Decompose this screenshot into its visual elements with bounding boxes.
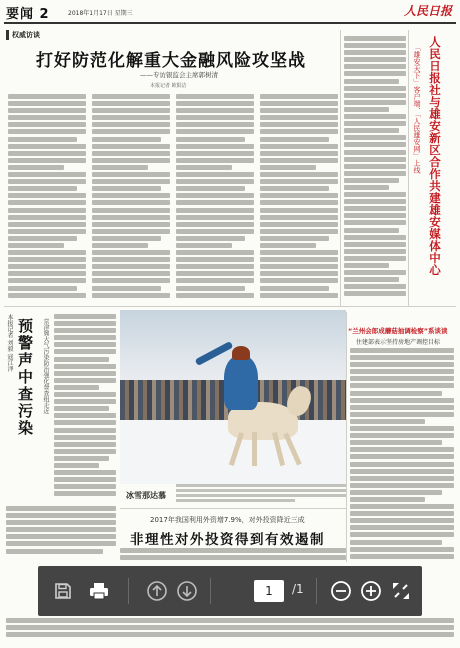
left-story-headline: 预警声中查污染 <box>16 318 34 437</box>
photo-caption-text <box>176 484 346 504</box>
save-button[interactable] <box>48 576 78 606</box>
toolbar-separator <box>210 578 211 604</box>
article-text-column <box>260 94 338 304</box>
print-button[interactable] <box>84 576 114 606</box>
page-total: /1 <box>292 582 304 596</box>
fit-page-button[interactable] <box>386 576 416 606</box>
investment-text <box>120 548 346 564</box>
main-headline: 打好防范化解重大金融风险攻坚战 <box>36 51 306 71</box>
left-story-kicker: 本报记者 刘毅 寇江泽 <box>6 314 13 372</box>
right-story-headline: “兰州会郎成蘑菇抽调检察”系谈读 <box>348 327 448 335</box>
bottom-text-strip <box>6 618 454 646</box>
right-story-subheadline: 住建部表示坚持房地产调控目标 <box>356 339 441 346</box>
arrow-up-icon <box>146 580 168 602</box>
photo-horse-leg <box>252 432 257 466</box>
zoom-in-button[interactable] <box>356 576 386 606</box>
page-number-input[interactable] <box>254 580 284 602</box>
minus-circle-icon <box>330 580 352 602</box>
main-byline: 本报记者 欧阳洁 <box>150 83 187 89</box>
toolbar-separator <box>128 578 129 604</box>
pdf-viewer-toolbar <box>38 566 422 616</box>
left-story-text <box>54 314 116 504</box>
side-feature-title: 人民日报社与雄安新区合作共建雄安媒体中心 <box>428 36 442 276</box>
column-divider <box>340 30 341 306</box>
side-feature-subtitle: 「雄安天下」客户端、「人民雄安网」上线 <box>413 44 421 174</box>
article-text-column <box>92 94 170 304</box>
article-tag: 权威访谈 <box>6 30 40 40</box>
left-story-text <box>6 506 116 562</box>
right-story-text <box>350 348 454 562</box>
save-icon <box>53 581 73 601</box>
photo-rider-hat <box>232 346 250 360</box>
masthead <box>4 2 456 24</box>
column-divider <box>408 30 409 306</box>
left-story-subtitle: 京津冀大气污染防治强化督查组走近 <box>42 318 49 414</box>
next-page-button[interactable] <box>172 576 202 606</box>
section-divider <box>4 306 456 307</box>
previous-page-button[interactable] <box>142 576 172 606</box>
toolbar-separator <box>316 578 317 604</box>
column-divider <box>346 312 347 562</box>
section-name: 要闻 2 <box>6 7 50 22</box>
section-divider <box>120 508 346 509</box>
newspaper-logo: 人民日报 <box>403 4 452 18</box>
zoom-out-button[interactable] <box>326 576 356 606</box>
printer-icon <box>88 581 110 601</box>
issue-date: 2018年1月17日 星期三 <box>68 10 133 17</box>
news-photo <box>120 310 346 484</box>
main-subheadline: ——专访银监会主席郭树清 <box>140 71 218 79</box>
photo-rider <box>224 356 258 410</box>
photo-caption-title: 冰雪那达慕 <box>126 491 166 500</box>
investment-headline: 非理性对外投资得到有效遏制 <box>130 532 325 548</box>
fit-screen-icon <box>391 581 411 601</box>
plus-circle-icon <box>360 580 382 602</box>
article-text-column <box>176 94 254 304</box>
article-text-column <box>8 94 86 304</box>
article-text-column <box>344 36 406 300</box>
arrow-down-icon <box>176 580 198 602</box>
investment-kicker: 2017年我国利用外资增7.9%，对外投资降近三成 <box>150 516 305 524</box>
